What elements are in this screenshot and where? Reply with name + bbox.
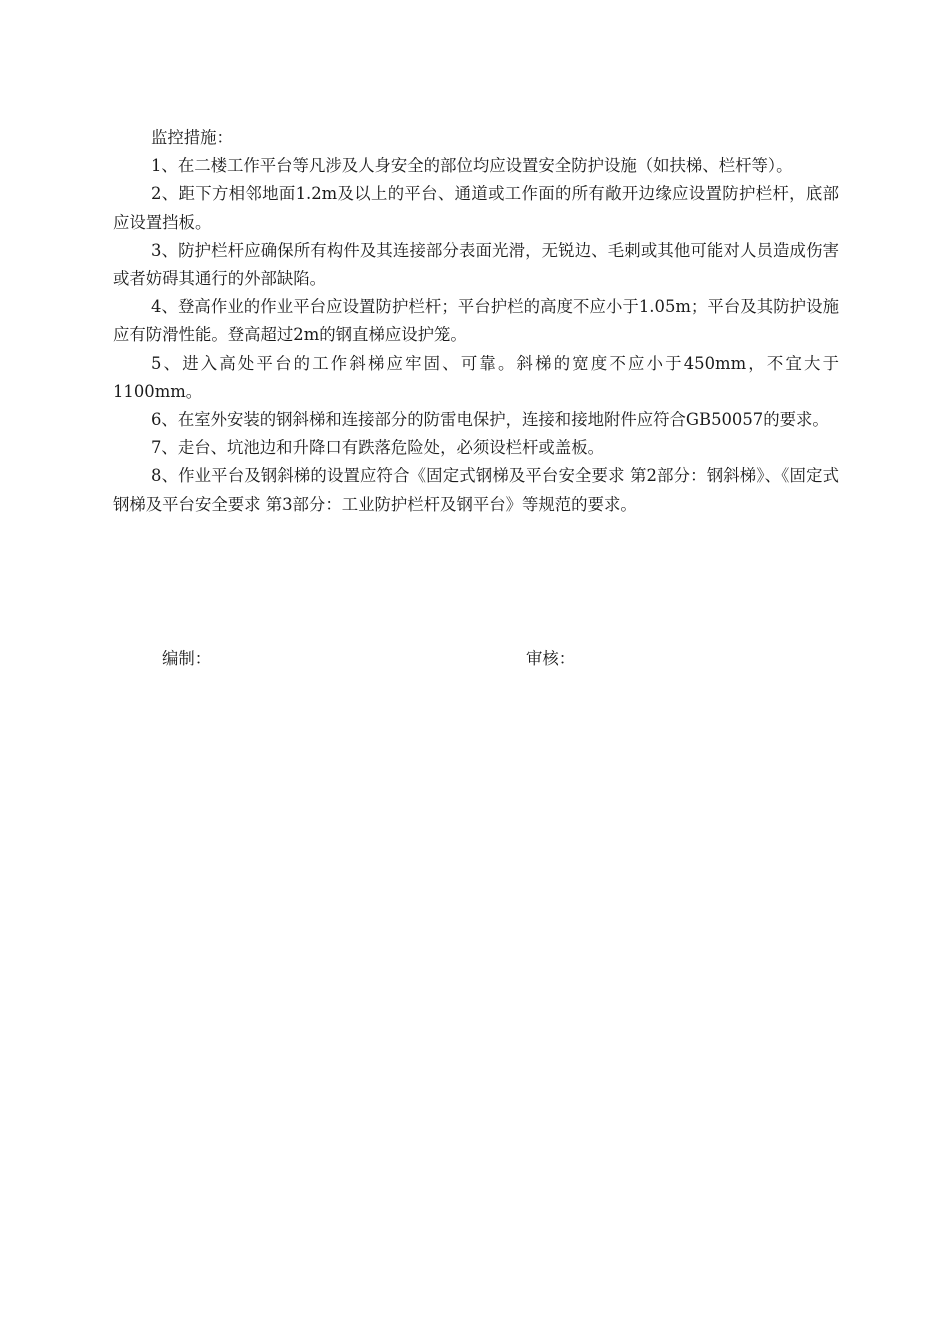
section-heading: 监控措施： xyxy=(151,128,233,147)
signature-row xyxy=(0,645,950,673)
measure-item-4: 4、登高作业的作业平台应设置防护栏杆；平台护栏的高度不应小于1.05m；平台及其防护设施应有防滑性能。登高超过2m的钢直梯应设护笼。 xyxy=(113,297,839,345)
reviewed-by-label: 审核： xyxy=(526,649,576,668)
compiled-by-label: 编制： xyxy=(162,649,212,668)
measure-item-7: 7、走台、坑池边和升降口有跌落危险处，必须设栏杆或盖板。 xyxy=(151,438,604,458)
measure-item-1: 1、在二楼工作平台等凡涉及人身安全的部位均应设置安全防护设施（如扶梯、栏杆等）。 xyxy=(151,156,793,176)
measure-item-6: 6、在室外安装的钢斜梯和连接部分的防雷电保护，连接和接地附件应符合GB50057的要求。 xyxy=(151,410,829,430)
measure-item-8: 8、作业平台及钢斜梯的设置应符合《固定式钢梯及平台安全要求 第2部分：钢斜梯》、《固定式钢梯及平台安全要求 第3部分：工业防护栏杆及钢平台》等规范的要求。 xyxy=(113,466,839,514)
measure-item-3: 3、防护栏杆应确保所有构件及其连接部分表面光滑，无锐边、毛刺或其他可能对人员造成伤害或者妨碍其通行的外部缺陷。 xyxy=(113,240,839,289)
document-body xyxy=(113,124,839,519)
measure-item-2: 2、距下方相邻地面1.2m及以上的平台、通道或工作面的所有敞开边缘应设置防护栏杆，底部应设置挡板。 xyxy=(113,184,839,232)
measure-item-5: 5、进入高处平台的工作斜梯应牢固、可靠。斜梯的宽度不应小于450mm，不宜大于1100mm。 xyxy=(113,353,839,401)
